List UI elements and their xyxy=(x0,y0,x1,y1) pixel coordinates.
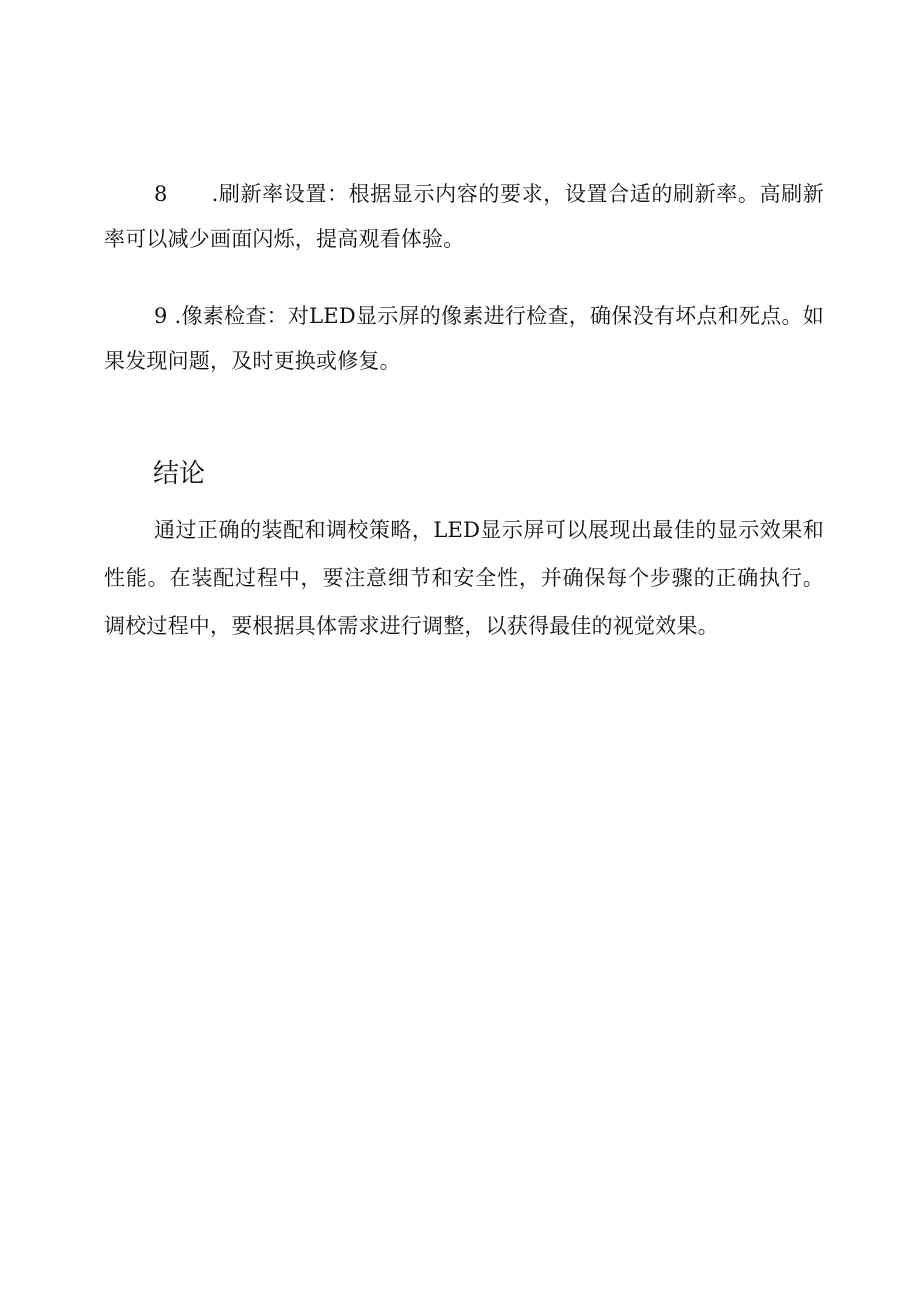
item-text: .刷新率设置：根据显示内容的要求，设置合适的刷新率。高刷新率可以减少画面闪烁，提高观看体验。 xyxy=(104,182,824,251)
item-number: 9 xyxy=(154,304,168,328)
conclusion-paragraph: 通过正确的装配和调校策略，LED显示屏可以展现出最佳的显示效果和性能。在装配过程中，要注意细节和安全性，并确保每个步骤的正确执行。调校过程中，要根据具体需求进行调整，以获得最佳的视觉效果。 xyxy=(104,518,824,638)
section-heading-conclusion: 结论 xyxy=(153,459,206,489)
list-item-refresh-rate xyxy=(104,172,824,262)
item-number: 8 xyxy=(154,182,168,206)
list-item-pixel-check xyxy=(104,294,824,384)
item-text: .像素检查：对LED显示屏的像素进行检查，确保没有坏点和死点。如果发现问题，及时更换或修复。 xyxy=(104,304,824,373)
